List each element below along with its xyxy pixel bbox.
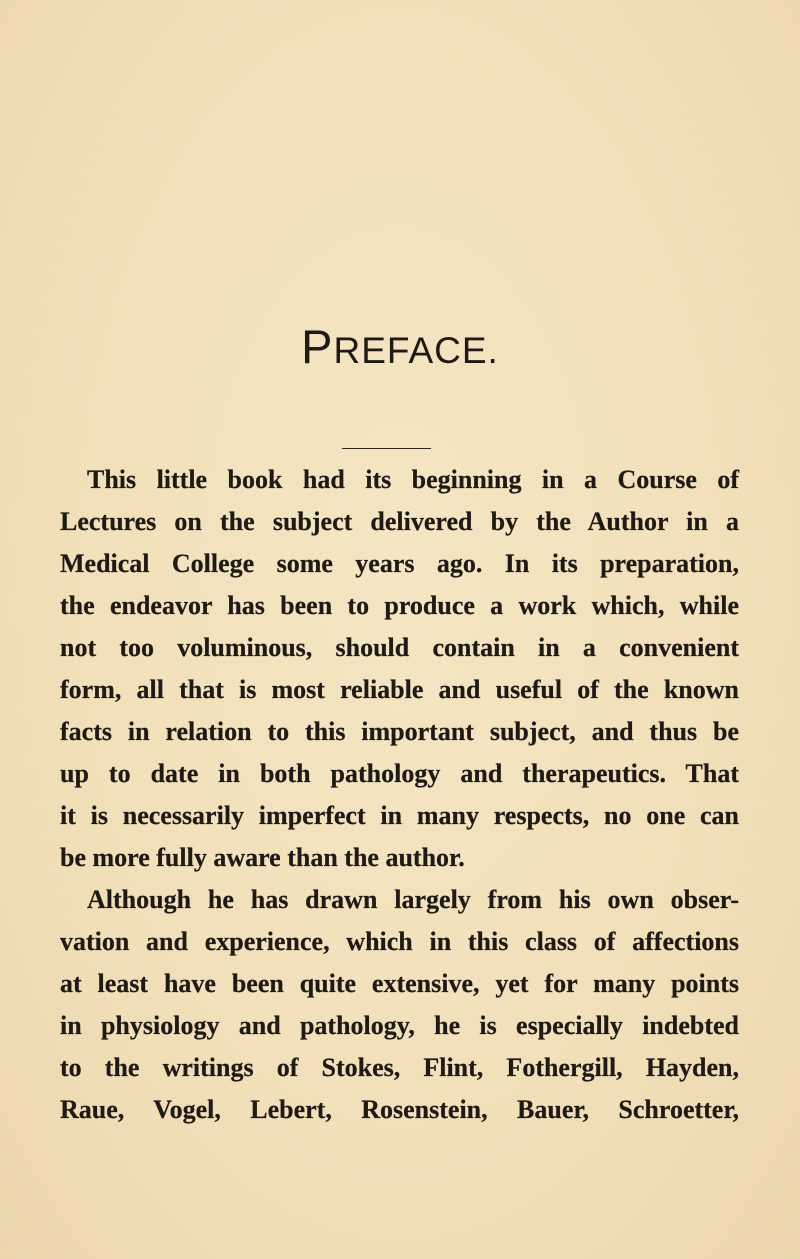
paragraph-1 [60,459,739,879]
paragraph-2 [60,879,739,1131]
page-title [0,320,800,373]
text-line: Raue, Vogel, Lebert, Rosenstein, Bauer, Schroetter, [60,1095,739,1124]
text-line: in physiology and pathology, he is especially indebted [60,1011,739,1040]
text-line: not too voluminous, should contain in a convenient [60,633,739,662]
text-line: This little book had its beginning in a Course of [87,465,739,494]
text-line: at least have been quite extensive, yet for many points [60,969,739,998]
text-line: vation and experience, which in this class of affections [60,927,739,956]
text-line: Although he has drawn largely from his own obser- [87,885,739,914]
title-divider [342,448,431,449]
title-initial: P [301,320,334,373]
text-line: form, all that is most reliable and useful of the known [60,675,739,704]
text-line: Medical College some years ago. In its preparation, [60,549,739,578]
text-line: Lectures on the subject delivered by the Author in a [60,507,739,536]
text-line: be more fully aware than the author. [60,843,465,872]
text-line: up to date in both pathology and therapeutics. That [60,759,739,788]
text-line: it is necessarily imperfect in many respects, no one can [60,801,739,830]
text-line: facts in relation to this important subject, and thus be [60,717,739,746]
text-line: to the writings of Stokes, Flint, Fothergill, Hayden, [60,1053,739,1082]
text-line: the endeavor has been to produce a work which, while [60,591,739,620]
preface-body [60,459,739,1131]
title-rest: REFACE. [333,330,499,371]
